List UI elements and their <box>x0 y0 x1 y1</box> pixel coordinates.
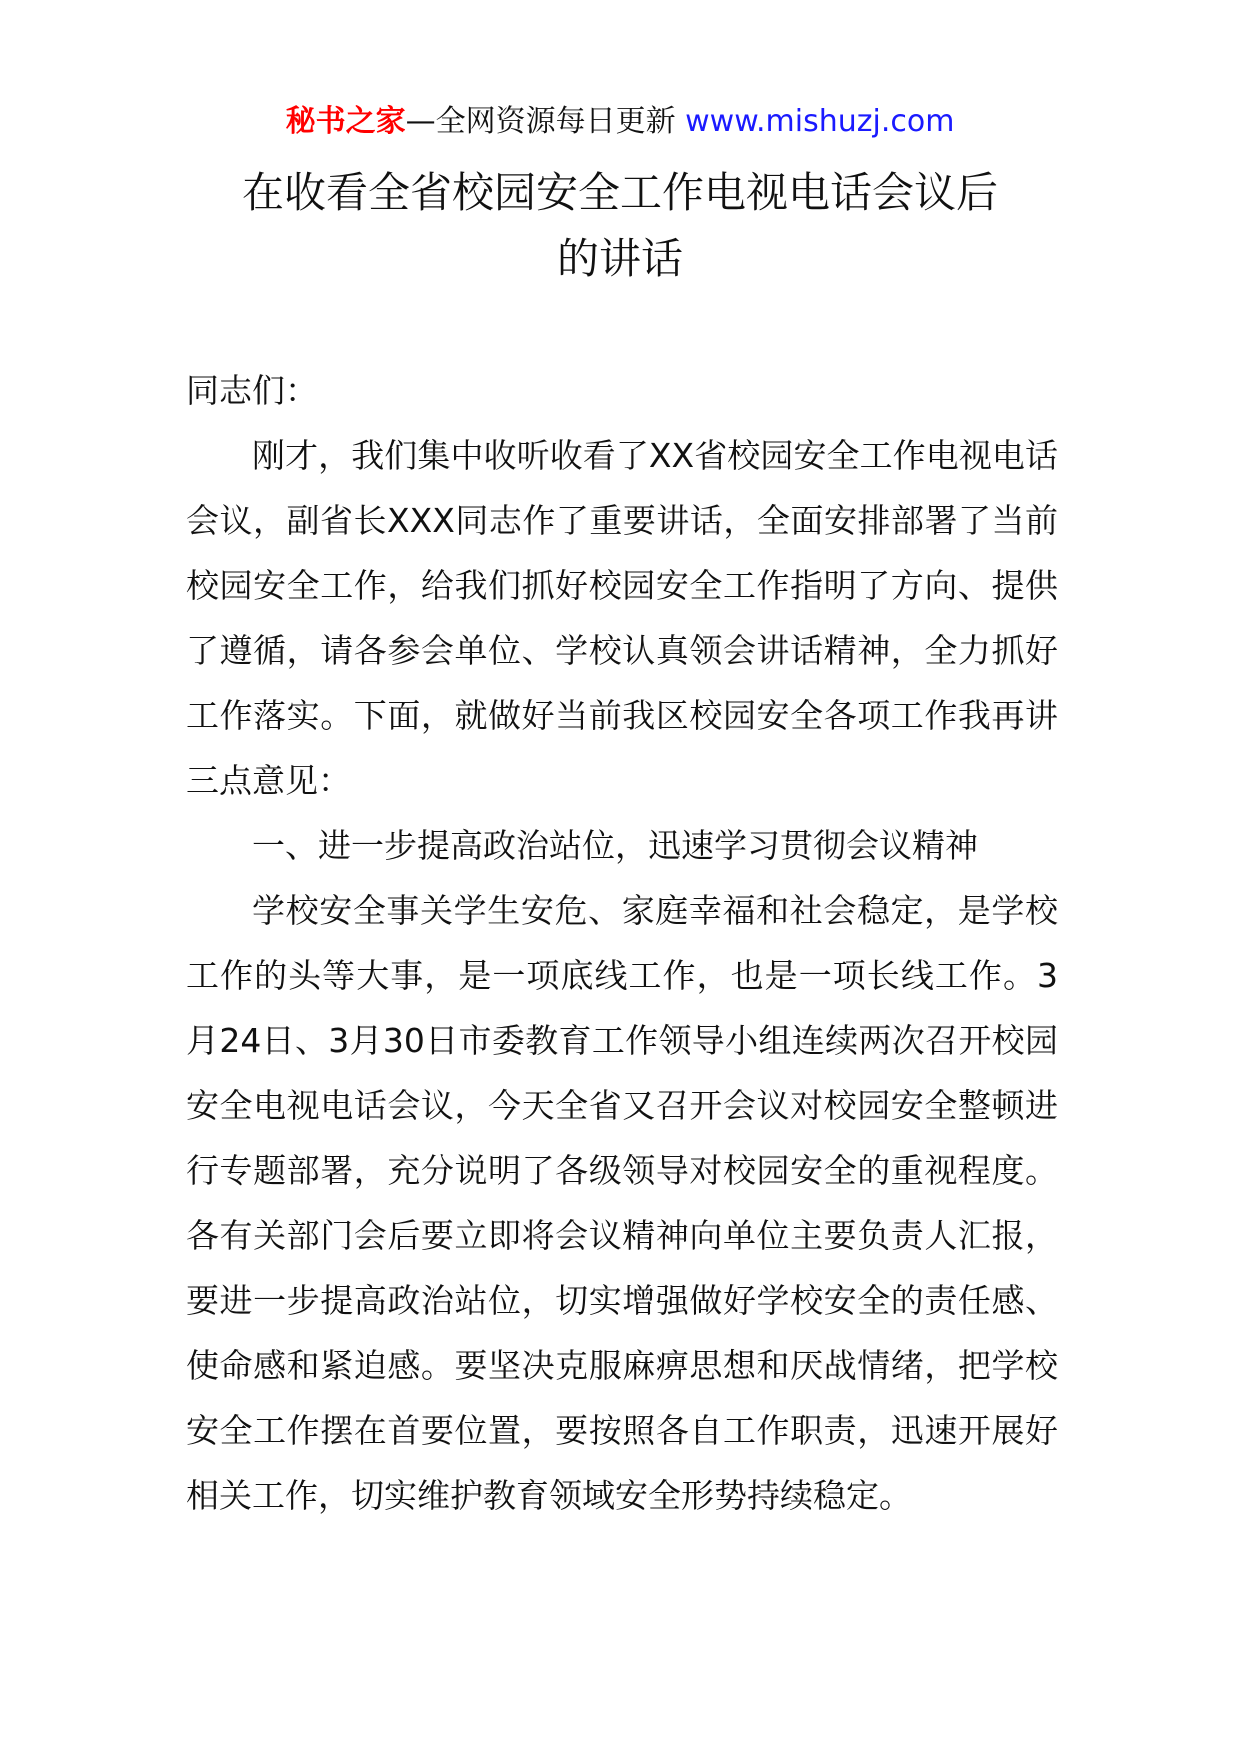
title-line-1: 在收看全省校园安全工作电视电话会议后 <box>241 168 998 217</box>
paragraph-1: 刚才，我们集中收听收看了XX省校园安全工作电视电话会议，副省长XXX同志作了重要讲话，全面安排部署了当前校园安全工作，给我们抓好校园安全工作指明了方向、提供了遵循，请各参会单位、学校认真领会讲话精神，全力抓好工作落实。下面，就做好当前我区校园安全各项工作我再讲三点意见： <box>186 436 1058 800</box>
site-header <box>0 100 1240 144</box>
document-body <box>186 358 1058 1528</box>
brand-name: 秘书之家 <box>285 104 406 139</box>
salutation: 同志们： <box>186 371 318 410</box>
paragraph-2: 学校安全事关学生安危、家庭幸福和社会稳定，是学校工作的头等大事，是一项底线工作，也是一项长线工作。3月24日、3月30日市委教育工作领导小组连续两次召开校园安全电视电话会议，今天全省又召开会议对校园安全整顿进行专题部署，充分说明了各级领导对校园安全的重视程度。各有关部门会后要立即将会议精神向单位主要负责人汇报，要进一步提高政治站位，切实增强做好学校安全的责任感、使命感和紧迫感。要坚决克服麻痹思想和厌战情绪，把学校安全工作摆在首要位置，要按照各自工作职责，迅速开展好相关工作，切实维护教育领域安全形势持续稳定。 <box>186 891 1058 1515</box>
document-title <box>120 160 1120 292</box>
site-url[interactable]: www.mishuzj.com <box>685 104 955 139</box>
title-line-2: 的讲话 <box>556 234 683 283</box>
site-slogan: —全网资源每日更新 <box>405 104 676 139</box>
section-heading-1: 一、进一步提高政治站位，迅速学习贯彻会议精神 <box>252 826 978 865</box>
